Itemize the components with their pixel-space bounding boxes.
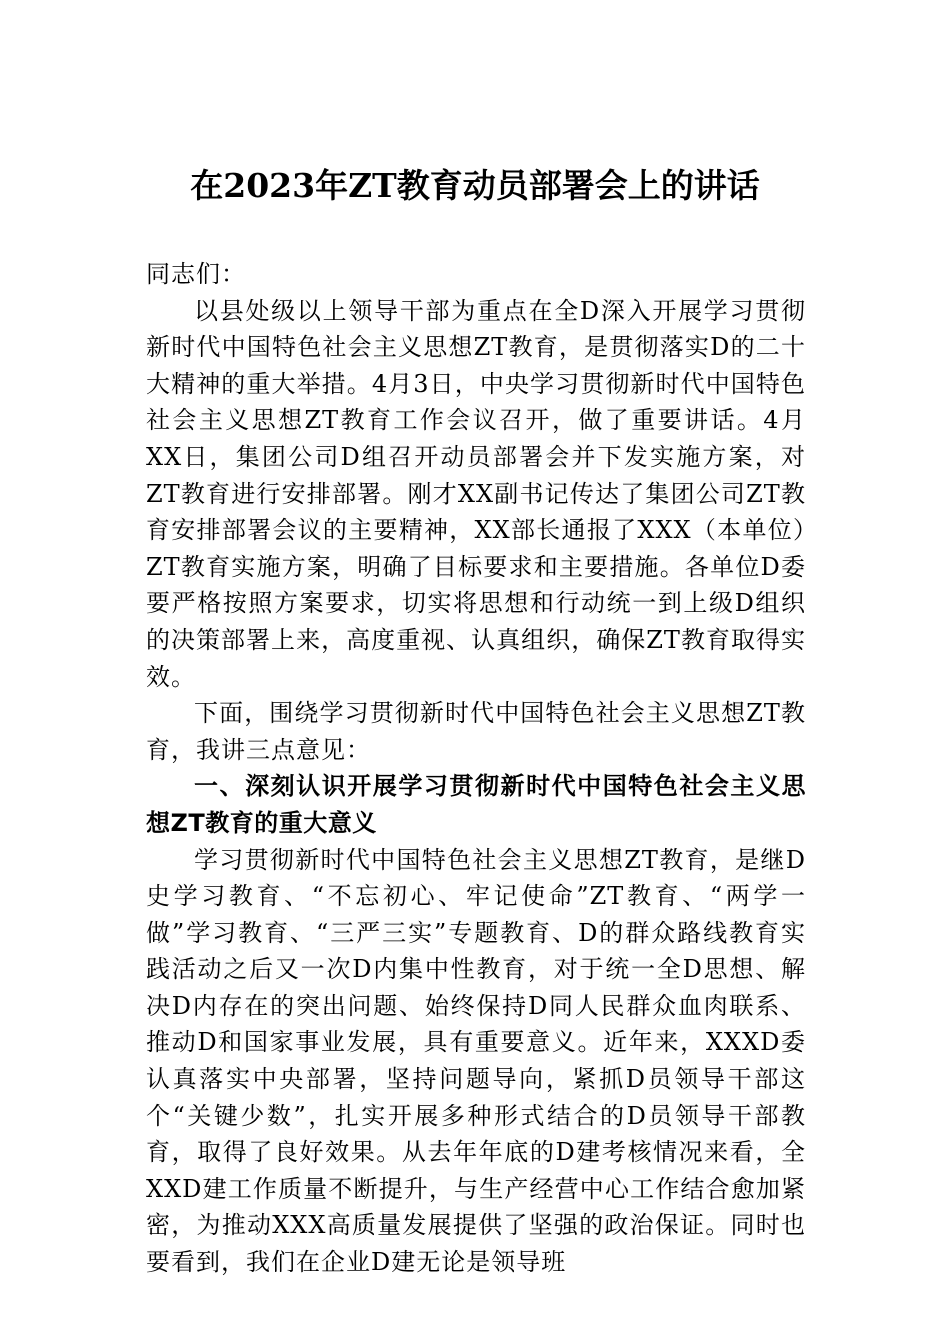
document-body (146, 256, 806, 1281)
paragraph-intro: 以县处级以上领导干部为重点在全D深入开展学习贯彻新时代中国特色社会主义思想ZT教育，是贯彻落实D的二十大精神的重大举措。4月3日，中央学习贯彻新时代中国特色社会主义思想ZT教育工作会议召开，做了重要讲话。4月XX日，集团公司D组召开动员部署会并下发实施方案，对ZT教育进行安排部署。刚才XX副书记传达了集团公司ZT教育安排部署会议的主要精神，XX部长通报了XXX（本单位）ZT教育实施方案，明确了目标要求和主要措施。各单位D委要严格按照方案要求，切实将思想和行动统一到上级D组织的决策部署上来，高度重视、认真组织，确保ZT教育取得实效。 (146, 296, 806, 691)
section-paragraph-1: 学习贯彻新时代中国特色社会主义思想ZT教育，是继D史学习教育、“不忘初心、牢记使命”ZT教育、“两学一做”学习教育、“三严三实”专题教育、D的群众路线教育实践活动之后又一次D内集中性教育，对于统一全D思想、解决D内存在的突出问题、始终保持D同人民群众血肉联系、推动D和国家事业发展，具有重要意义。近年来，XXXD委认真落实中央部署，坚持问题导向，紧抓D员领导干部这个“关键少数”，扎实开展多种形式结合的D员领导干部教育，取得了良好效果。从去年年底的D建考核情况来看，全XXD建工作质量不断提升，与生产经营中心工作结合愈加紧密，为推动XXX高质量发展提供了坚强的政治保证。同时也要看到，我们在企业D建无论是领导班 (146, 845, 806, 1277)
greeting: 同志们： (146, 260, 246, 288)
document-title: 在2023年ZT教育动员部署会上的讲话 (190, 166, 760, 205)
paragraph-outline: 下面，围绕学习贯彻新时代中国特色社会主义思想ZT教育，我讲三点意见： (146, 699, 806, 764)
section-heading-1: 一、深刻认识开展学习贯彻新时代中国特色社会主义思想ZT教育的重大意义 (146, 772, 806, 837)
